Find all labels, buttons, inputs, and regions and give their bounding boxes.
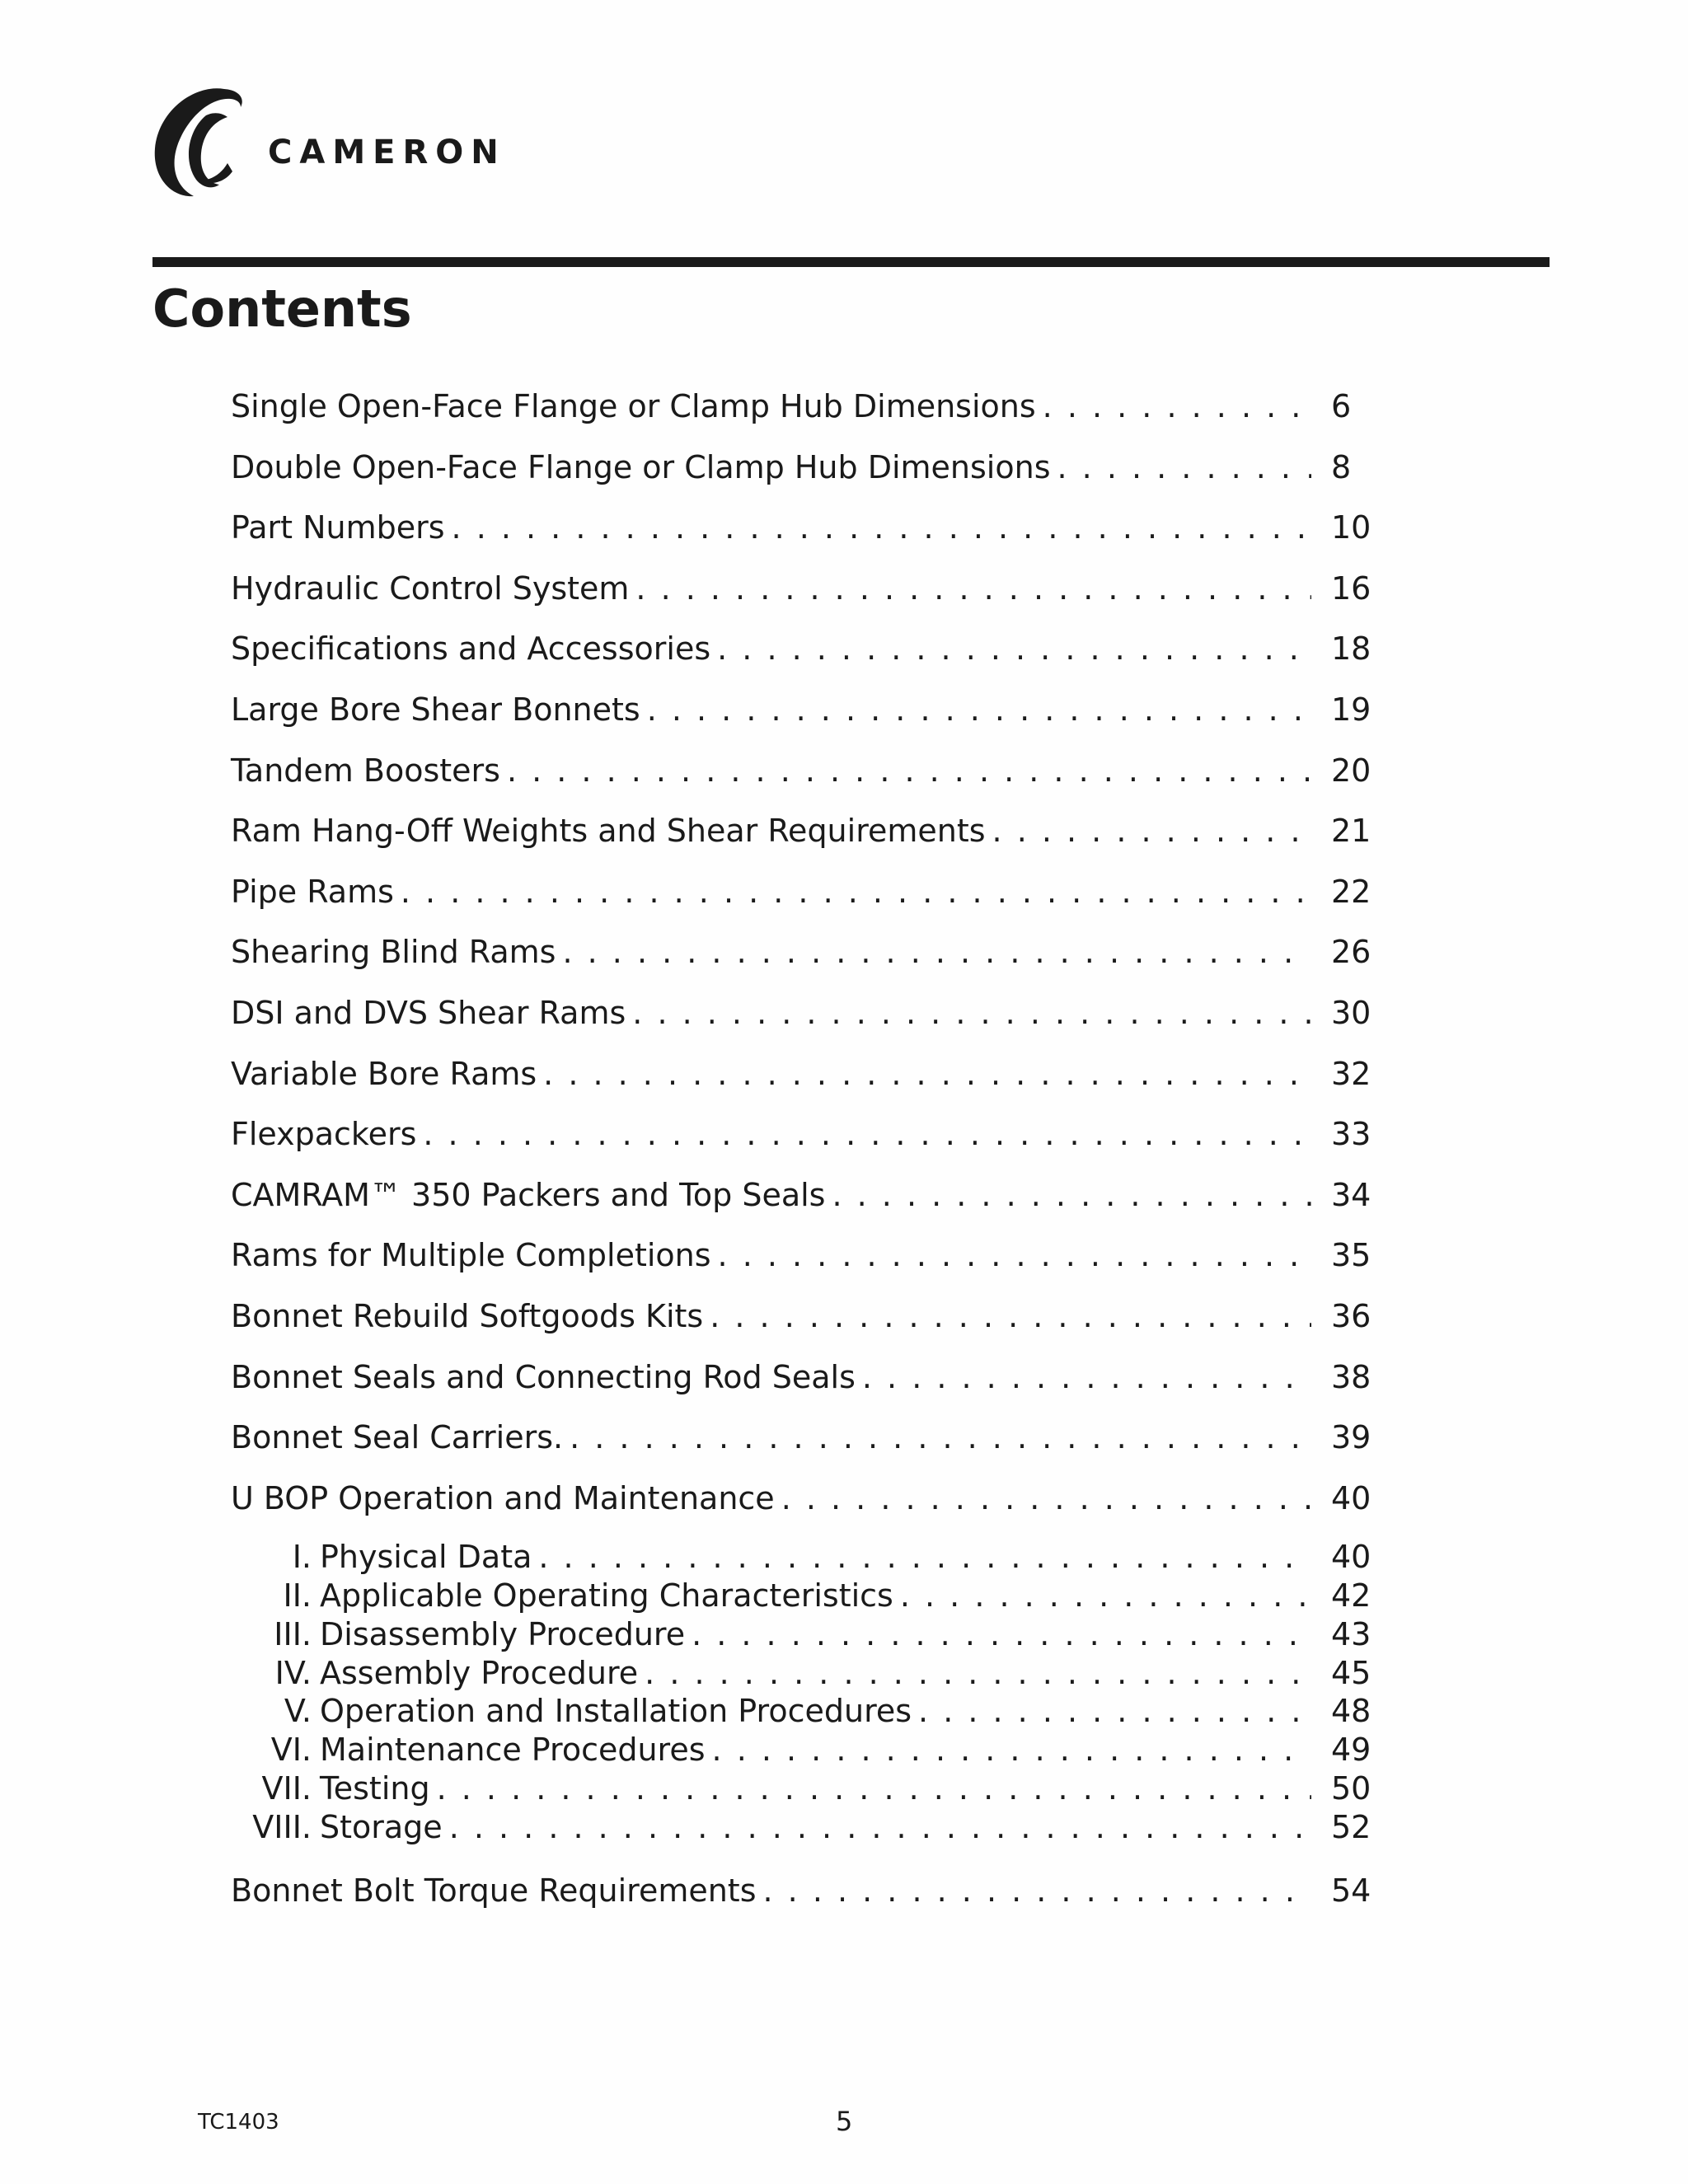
toc-subentry-number: V. [284,1693,312,1730]
toc-entry[interactable] [231,810,1381,871]
toc-entry[interactable] [231,447,1381,508]
header-rule [152,257,1550,267]
toc-entry[interactable] [231,507,1381,568]
toc-subsection-list [231,1538,1381,1846]
toc-entry-page: 19 [1331,691,1372,728]
dot-leader [710,1296,1311,1337]
dot-leader [570,1417,1311,1458]
toc-entry-page: 32 [1331,1055,1372,1092]
page-title: Contents [152,279,412,339]
dot-leader [538,1538,1311,1576]
toc-entry-label: Single Open-Face Flange or Clamp Hub Dimensions [231,388,1036,424]
toc-subentry-label: Assembly Procedure [320,1654,639,1691]
toc-subentry-number: IV. [274,1654,312,1691]
toc-entry-label: Ram Hang-Off Weights and Shear Requirements [231,813,986,850]
dot-leader [632,992,1311,1033]
toc-entry-label: Bonnet Rebuild Softgoods Kits [231,1297,704,1334]
toc-subentry-number: I. [292,1539,312,1576]
toc-entry[interactable] [231,931,1381,992]
toc-entry-label: Flexpackers [231,1116,417,1153]
toc-entry[interactable] [231,871,1381,932]
toc-subentry[interactable] [231,1538,1381,1577]
toc-entry-page: 36 [1331,1297,1372,1334]
toc-subentry[interactable] [231,1769,1381,1808]
toc-entry[interactable] [231,750,1381,811]
dot-leader [543,1053,1311,1094]
toc-subentry-number: II. [283,1577,312,1615]
toc-subentry-label: Applicable Operating Characteristics [320,1577,893,1615]
toc-entry-label: Bonnet Seals and Connecting Rod Seals [231,1358,856,1395]
toc-subentry-label: Disassembly Procedure [320,1615,686,1652]
dot-leader [1057,447,1312,488]
toc-subentry-page: 50 [1331,1770,1372,1807]
toc-subentry-label: Operation and Installation Procedures [320,1693,912,1730]
dot-leader [832,1174,1311,1216]
table-of-contents [231,386,1381,1930]
toc-subentry-page: 45 [1331,1654,1372,1691]
toc-entry[interactable] [231,992,1381,1053]
toc-entry-page: 54 [1331,1872,1372,1909]
toc-entry-label: Variable Bore Rams [231,1055,537,1092]
toc-entry[interactable] [231,1296,1381,1357]
dot-leader [1043,386,1311,427]
toc-entry-label: Hydraulic Control System [231,569,630,607]
toc-subentry[interactable] [231,1692,1381,1731]
dot-leader [862,1357,1311,1398]
toc-entry-page: 16 [1331,569,1372,607]
toc-entry[interactable] [231,1113,1381,1174]
toc-entry-page: 6 [1331,388,1352,424]
toc-subentry[interactable] [231,1615,1381,1654]
toc-subentry-number: VI. [270,1732,312,1769]
toc-entry-page: 38 [1331,1358,1372,1395]
toc-subentry-page: 52 [1331,1808,1372,1845]
toc-entry-label: Specifications and Accessories [231,630,711,668]
toc-subentry-page: 49 [1331,1732,1372,1769]
dot-leader [781,1478,1311,1519]
toc-entry[interactable] [231,1870,1381,1931]
dot-leader [718,1235,1311,1276]
toc-entry-page: 26 [1331,934,1372,971]
toc-subentry-page: 40 [1331,1539,1372,1576]
toc-subentry-page: 48 [1331,1693,1372,1730]
toc-entry-page: 33 [1331,1116,1372,1153]
dot-leader [763,1870,1311,1911]
toc-entry[interactable] [231,1357,1381,1418]
dot-leader [717,628,1311,669]
toc-entry[interactable] [231,1235,1381,1296]
toc-entry-page: 34 [1331,1176,1372,1213]
toc-subentry-page: 42 [1331,1577,1372,1615]
toc-entry[interactable] [231,1174,1381,1235]
toc-subentry-label: Maintenance Procedures [320,1732,706,1769]
toc-subentry-label: Physical Data [320,1539,532,1576]
toc-subentry[interactable] [231,1808,1381,1847]
logo-wordmark: CAMERON [268,134,506,171]
toc-subentry-number: III. [274,1615,312,1652]
toc-entry-label: Shearing Blind Rams [231,934,556,971]
toc-entry-label: CAMRAM™ 350 Packers and Top Seals [231,1176,826,1213]
dot-leader [900,1577,1311,1615]
toc-entry-page: 40 [1331,1479,1372,1516]
dot-leader [562,931,1311,972]
toc-subentry-page: 43 [1331,1615,1372,1652]
toc-entry-page: 8 [1331,448,1352,485]
toc-entry-page: 35 [1331,1237,1372,1274]
toc-entry-page: 22 [1331,873,1372,910]
dot-leader [647,689,1311,730]
toc-subentry-number: VIII. [252,1808,312,1845]
toc-entry-page: 10 [1331,509,1372,546]
cameron-c-swoosh-icon [148,82,264,206]
toc-entry-label: Large Bore Shear Bonnets [231,691,640,728]
toc-subentry[interactable] [231,1654,1381,1693]
toc-entry[interactable] [231,386,1381,447]
toc-entry-page: 39 [1331,1419,1372,1456]
toc-entry[interactable] [231,1417,1381,1478]
toc-entry-label: Tandem Boosters [231,752,500,789]
toc-subentry-label: Testing [320,1770,430,1807]
toc-entry[interactable] [231,628,1381,689]
dot-leader [992,810,1311,851]
toc-entry-label: Rams for Multiple Completions [231,1237,711,1274]
dot-leader [692,1615,1311,1653]
cameron-logo [148,82,519,206]
dot-leader [449,1808,1311,1846]
dot-leader [635,568,1311,609]
dot-leader [401,871,1311,912]
toc-entry-page: 30 [1331,994,1372,1031]
toc-entry[interactable] [231,1053,1381,1114]
dot-leader [437,1769,1311,1807]
dot-leader [423,1113,1311,1155]
toc-entry-label: Bonnet Seal Carriers. [231,1419,564,1456]
toc-entry-page: 18 [1331,630,1372,668]
toc-subentry-label: Storage [320,1808,443,1845]
dot-leader [452,507,1311,548]
toc-entry[interactable] [231,1478,1381,1539]
toc-entry[interactable] [231,689,1381,750]
toc-entry-page: 21 [1331,813,1372,850]
toc-entry-label: DSI and DVS Shear Rams [231,994,626,1031]
toc-entry[interactable] [231,568,1381,629]
dot-leader [918,1692,1311,1730]
toc-subentry-number: VII. [261,1770,312,1807]
dot-leader [507,750,1311,791]
page-number: 5 [836,2106,853,2137]
toc-entry-page: 20 [1331,752,1372,789]
toc-entry-label: U BOP Operation and Maintenance [231,1479,775,1516]
dot-leader [712,1731,1311,1769]
toc-subentry[interactable] [231,1577,1381,1615]
toc-entry-label: Double Open-Face Flange or Clamp Hub Dimensions [231,448,1051,485]
toc-entry-label: Pipe Rams [231,873,394,910]
toc-subentry[interactable] [231,1731,1381,1769]
dot-leader [645,1654,1311,1692]
toc-entry-label: Part Numbers [231,509,445,546]
toc-entry-label: Bonnet Bolt Torque Requirements [231,1872,757,1909]
document-code: TC1403 [198,2110,279,2135]
